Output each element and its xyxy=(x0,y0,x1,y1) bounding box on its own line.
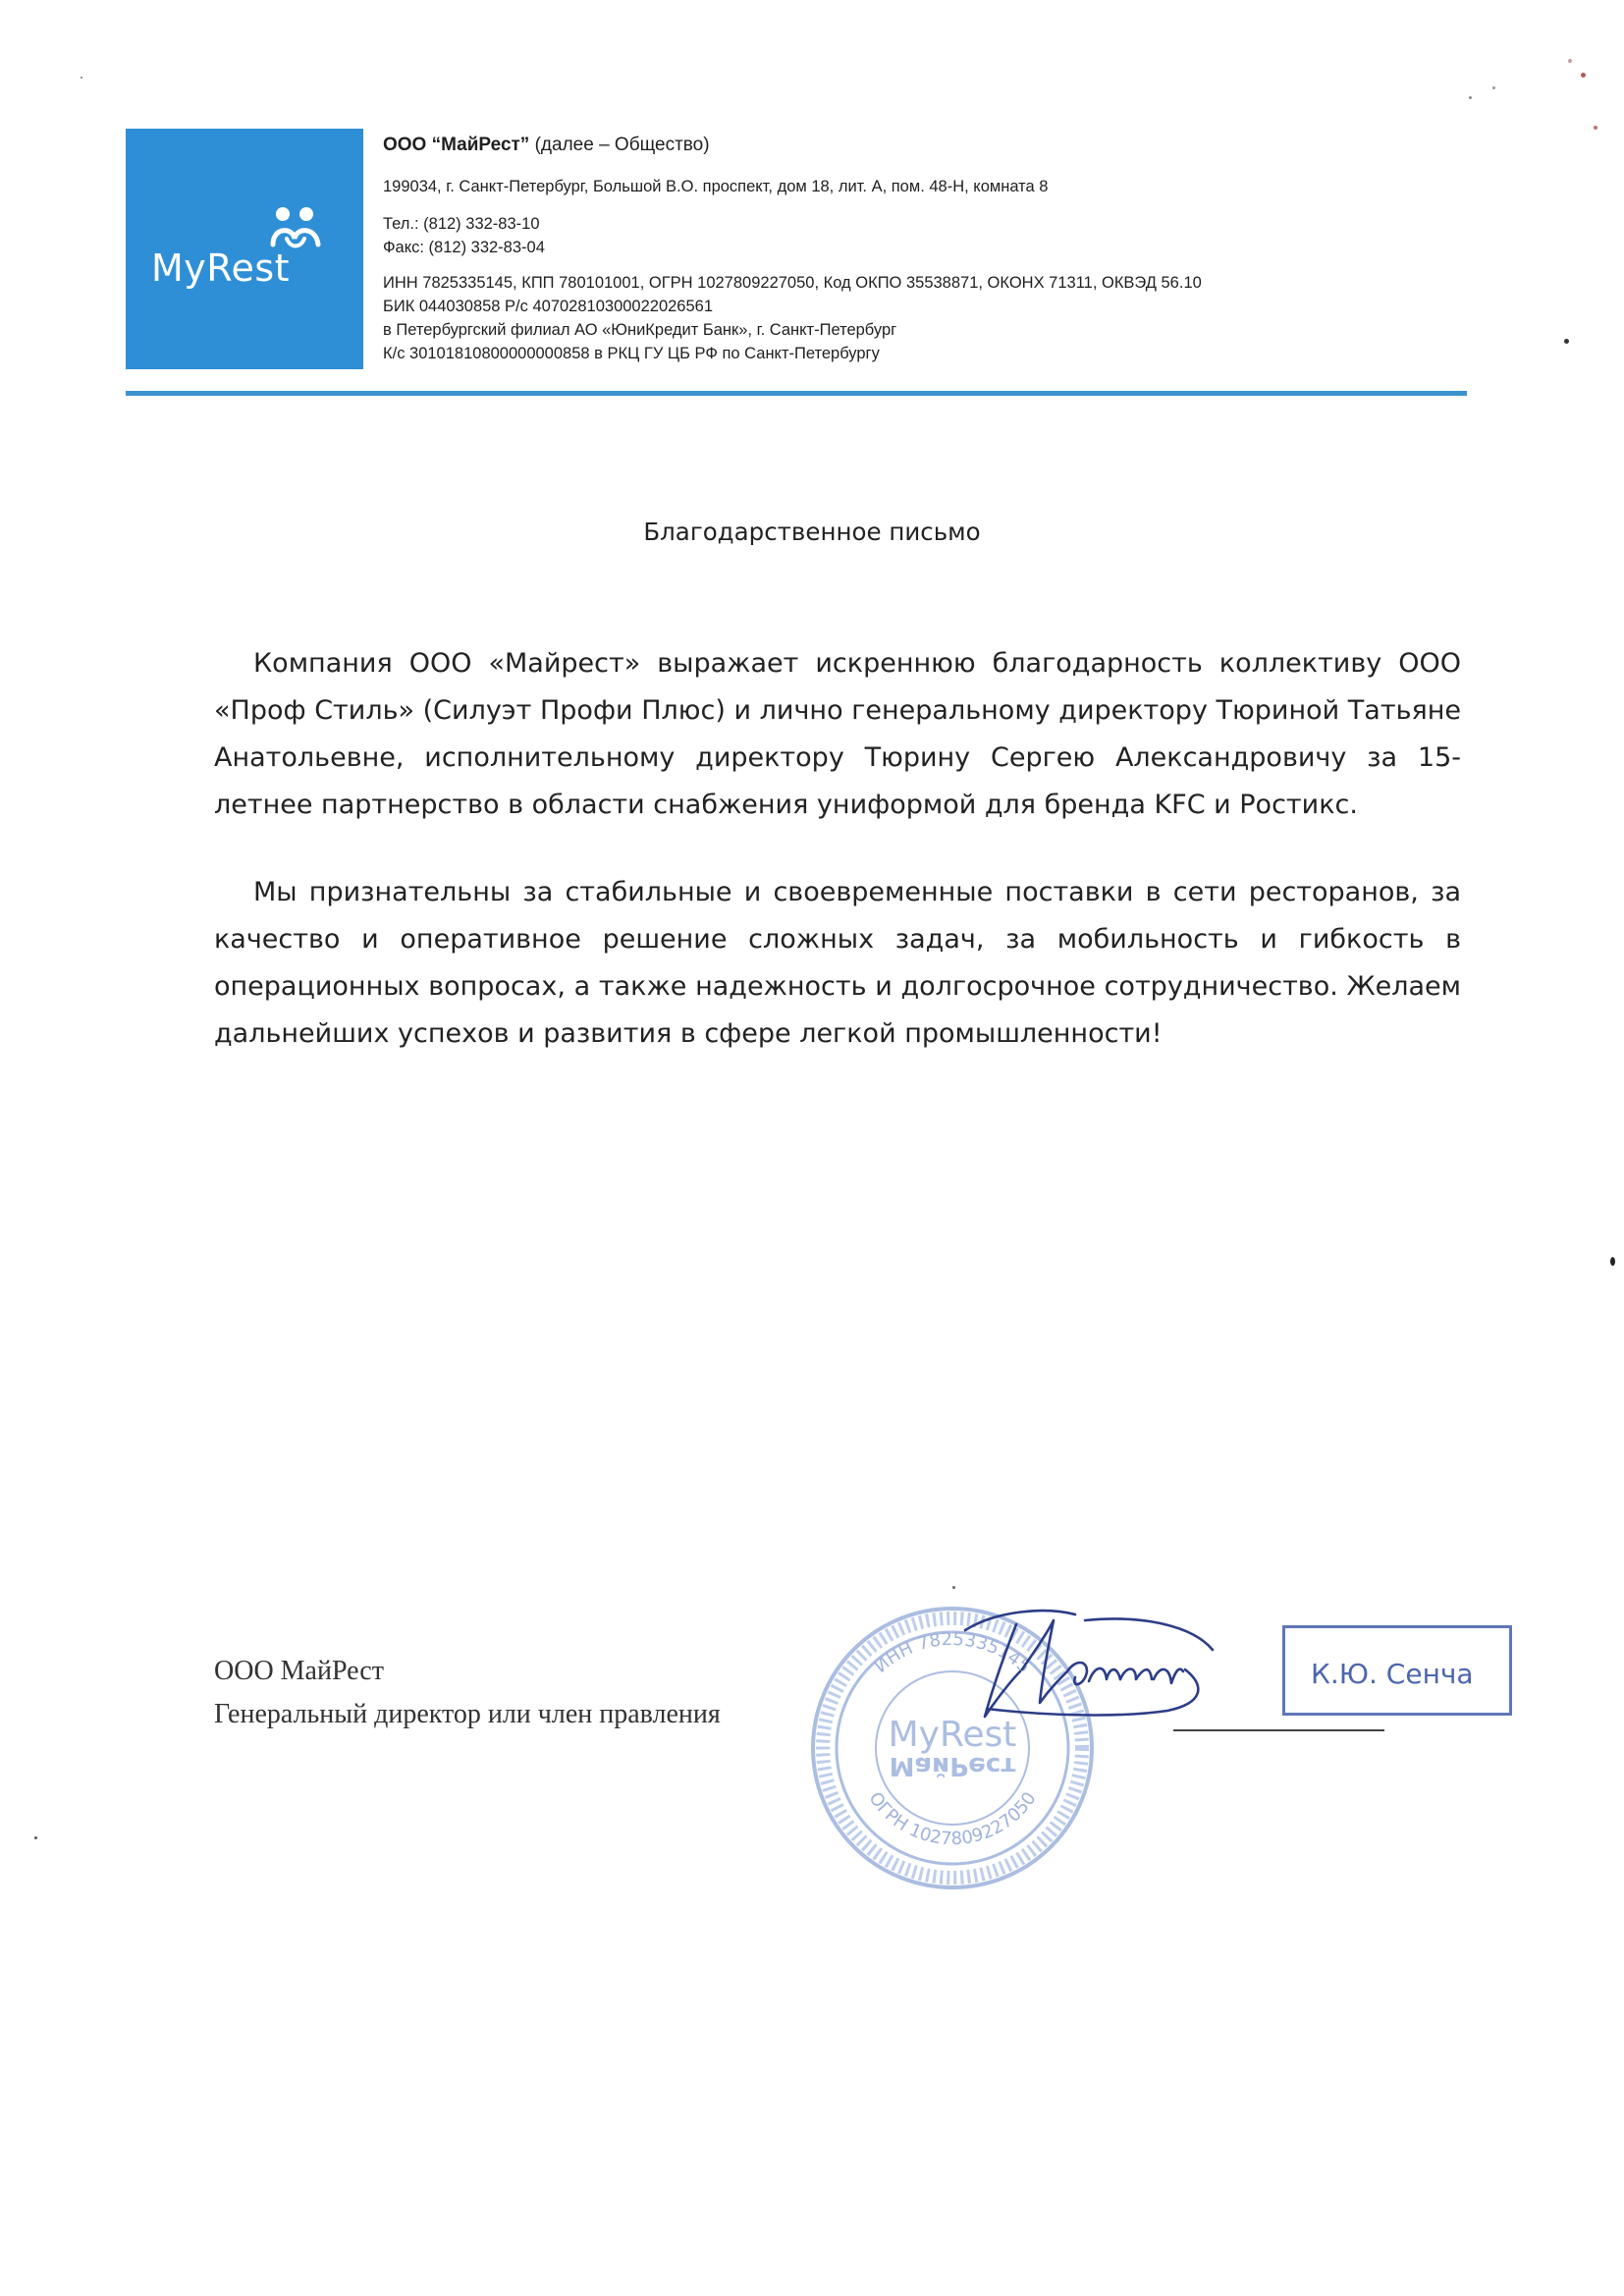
address: 199034, г. Санкт-Петербург, Большой В.О. проспект, дом 18, лит. А, пом. 48-Н, комната 8 xyxy=(383,178,1049,195)
company-suffix: (далее – Общество) xyxy=(534,135,710,155)
seal-logo-text: MyRest xyxy=(888,1715,1017,1755)
signature-underline xyxy=(1173,1729,1384,1731)
handwritten-signature xyxy=(957,1601,1242,1728)
scan-speck xyxy=(1568,59,1572,63)
phone: Тел.: (812) 332-83-10 xyxy=(383,215,540,233)
company-name-line xyxy=(383,135,710,156)
scan-speck xyxy=(1492,86,1495,89)
header-divider xyxy=(126,391,1467,396)
scan-speck xyxy=(952,1586,955,1589)
signatory-name-stamp xyxy=(1282,1625,1512,1716)
letter-paragraph-2: Мы признательны за стабильные и своевременные поставки в сети ресторанов, за качество и оперативное решение сложных задач, за мобильность и гибкость в операционных вопросах, а также надежность и долгосрочное сотрудничество. Желаем дальнейших успехов и развития в сфере легкой промышленности! xyxy=(214,877,1461,1049)
corr-account: К/с 30101810800000000858 в РКЦ ГУ ЦБ РФ по Санкт-Петербургу xyxy=(383,345,880,362)
bank: в Петербургский филиал АО «ЮниКредит Банк», г. Санкт-Петербург xyxy=(383,321,897,339)
logo-text: MyRest xyxy=(151,246,291,290)
letter-paragraph-1: Компания ООО «Майрест» выражает искреннюю благодарность коллективу ООО «Проф Стиль» (Силуэт Профи Плюс) и лично генеральному директору Тюриной Татьяне Анатольевне, исполнительному директору Тюрину Сергею Александровичу за 15-летнее партнерство в области снабжения униформой для бренда KFC и Ростикс. xyxy=(214,648,1461,820)
company-name: ООО “МайРест” xyxy=(383,135,530,155)
seal-bottom-text: ОГРН 1027809227050 xyxy=(864,1788,1041,1850)
scan-speck xyxy=(1594,126,1597,130)
letter-title: Благодарственное письмо xyxy=(643,518,981,546)
signature-role: Генеральный директор или член правления xyxy=(214,1699,721,1729)
signature-company: ООО МайРест xyxy=(214,1656,384,1686)
scan-speck xyxy=(1610,1257,1615,1266)
bik: БИК 044030858 Р/с 40702810300022026561 xyxy=(383,298,714,315)
scan-speck xyxy=(81,77,82,79)
fax: Факс: (812) 332-83-04 xyxy=(383,239,545,256)
scan-speck xyxy=(34,1836,37,1839)
requisites: ИНН 7825335145, КПП 780101001, ОГРН 1027809227050, Код ОКПО 35538871, ОКОНХ 71311, ОКВЭД 56.10 xyxy=(383,274,1202,292)
company-logo xyxy=(126,129,363,369)
scan-speck xyxy=(1469,96,1472,99)
signatory-name: К.Ю. Сенча xyxy=(1311,1658,1474,1690)
seal-mirror-text: МайРест xyxy=(889,1751,1016,1780)
seal-top-text: ИНН 7825335145 xyxy=(870,1628,1035,1678)
scan-speck xyxy=(1581,73,1586,78)
scan-speck xyxy=(1564,339,1569,344)
